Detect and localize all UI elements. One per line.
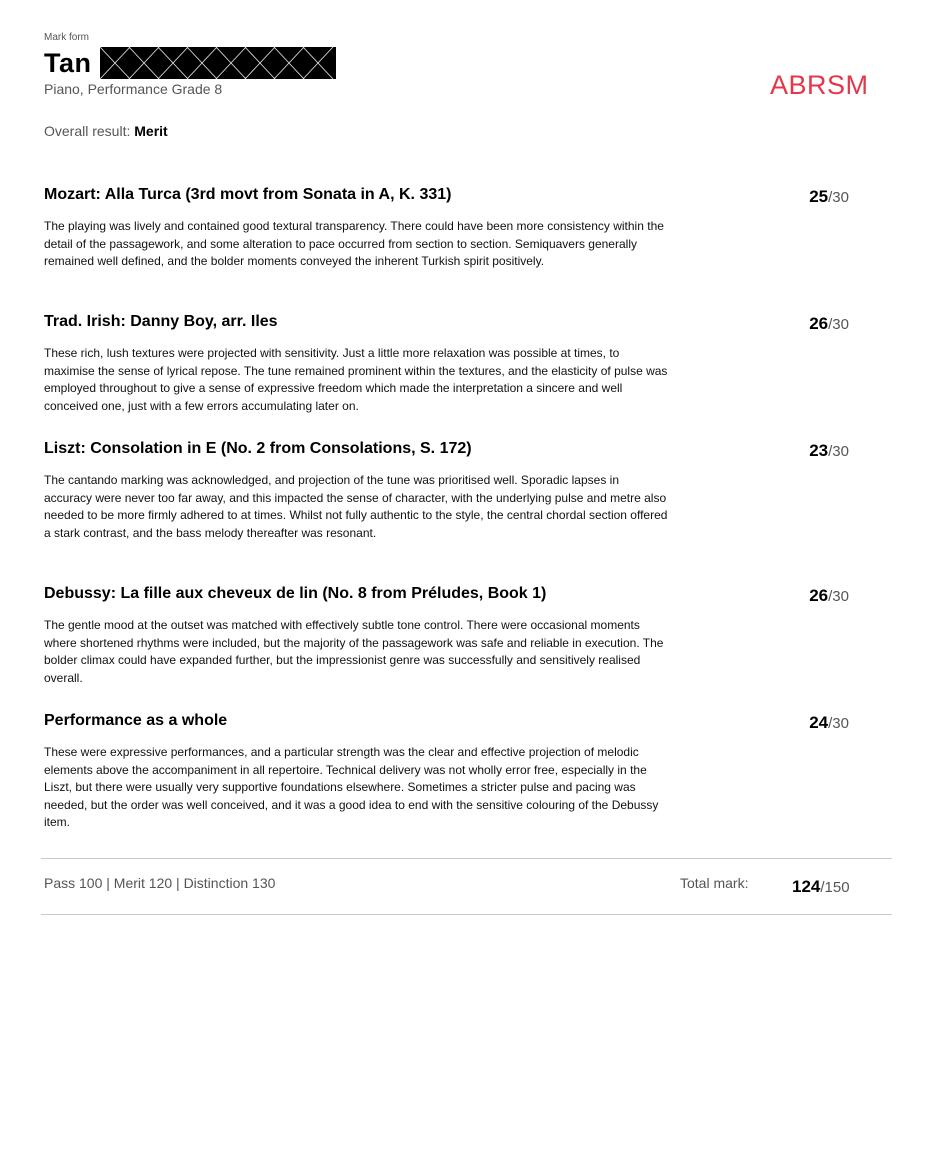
assessment-item — [44, 312, 854, 415]
item-comment: These were expressive performances, and a particular strength was the clear and effective projection of melodic elements above the accompaniment in all repertoire. Technical delivery was not wholly error free, especially in the Liszt, but there were usually very supportive foundations elsewhere. Sometimes a stricter pulse and pacing was needed, but the order was well conceived, and it was a good idea to end with the sensitive colouring of the Debussy item. — [44, 745, 659, 829]
candidate-name-row — [44, 46, 336, 80]
item-score-max: /30 — [828, 189, 849, 206]
item-title: Mozart: Alla Turca (3rd movt from Sonata in A, K. 331) — [44, 186, 452, 203]
item-score-max: /30 — [828, 588, 849, 605]
total-mark-label: Total mark: — [680, 875, 749, 891]
item-comment: The playing was lively and contained good textural transparency. There could have been more consistency within the detail of the passagework, and some alteration to pace occurred from section to section. Semiquavers generally remained well defined, and the bolder moments conveyed the inherent Turkish spirit positively. — [44, 219, 664, 268]
item-comment: The cantando marking was acknowledged, and projection of the tune was prioritised well. Sporadic lapses in accuracy were never too far away, and this impacted the sense of character, with the underlying pulse and metre also needed to be more firmly adhered to at times. Whilst not fully authentic to the style, the central chordal section offered a stark contrast, and the bass melody thereafter was resonant. — [44, 473, 668, 540]
overall-result-value: Merit — [134, 123, 168, 139]
mark-bands: Pass 100 | Merit 120 | Distinction 130 — [44, 875, 276, 891]
assessment-item — [44, 584, 854, 687]
redacted-surname — [100, 47, 336, 79]
item-score — [809, 441, 849, 461]
total-mark-max: /150 — [820, 879, 850, 896]
total-mark-value: 124 — [792, 877, 821, 896]
candidate-name: Tan — [44, 47, 92, 78]
item-title: Debussy: La fille aux cheveux de lin (No. 8 from Préludes, Book 1) — [44, 585, 547, 602]
item-comment: The gentle mood at the outset was matched with effectively subtle tone control. There were occasional moments where shortened rhythms were included, but the majority of the passagework was safe and reliable in execution. The bolder climax could have expanded further, but the impressionist genre was successfully and sensitively realised overall. — [44, 618, 664, 685]
assessment-item — [44, 711, 854, 832]
item-score-value: 23 — [809, 441, 829, 460]
item-score — [809, 586, 849, 606]
exam-subtitle: Piano, Performance Grade 8 — [44, 81, 223, 97]
item-score — [809, 187, 849, 207]
assessment-item — [44, 439, 854, 542]
item-score-max: /30 — [828, 443, 849, 460]
mark-form-label: Mark form — [44, 32, 89, 43]
assessment-item — [44, 185, 854, 271]
overall-result-label: Overall result: — [44, 123, 131, 139]
total-mark — [792, 877, 850, 897]
item-score — [809, 713, 849, 733]
item-score-value: 26 — [809, 586, 829, 605]
divider — [41, 858, 892, 859]
item-title: Performance as a whole — [44, 712, 228, 729]
item-title: Liszt: Consolation in E (No. 2 from Consolations, S. 172) — [44, 440, 472, 457]
item-title: Trad. Irish: Danny Boy, arr. Iles — [44, 313, 278, 330]
item-score-max: /30 — [828, 715, 849, 732]
abrsm-logo: ABRSM — [770, 70, 869, 100]
overall-result — [44, 123, 168, 139]
item-score-value: 24 — [809, 713, 829, 732]
item-score-max: /30 — [828, 316, 849, 333]
item-comment: These rich, lush textures were projected with sensitivity. Just a little more relaxation was possible at times, to maximise the sense of lyrical repose. The tune remained prominent within the textures, and the elasticity of pulse was employed throughout to give a sense of expressive freedom which made the interpretation a sincere and well conceived one, just with a few errors accumulating later on. — [44, 346, 668, 413]
item-score-value: 25 — [809, 187, 829, 206]
divider — [41, 914, 892, 915]
item-score-value: 26 — [809, 314, 829, 333]
item-score — [809, 314, 849, 334]
